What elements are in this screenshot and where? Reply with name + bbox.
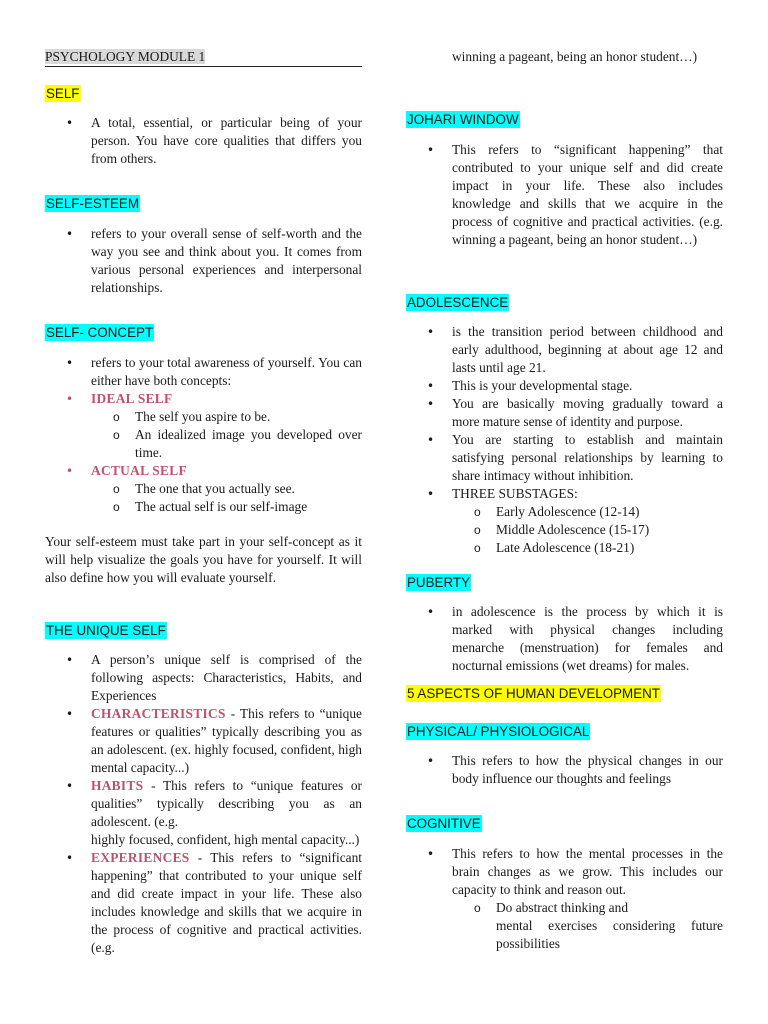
- ideal-self-label: • IDEAL SELF: [45, 390, 362, 408]
- heading-adolescence: ADOLESCENCE: [407, 295, 509, 310]
- characteristics-label: CHARACTERISTICS: [91, 706, 226, 721]
- self-definition: [45, 114, 362, 168]
- physical-block: [406, 752, 723, 788]
- heading-puberty: PUBERTY: [407, 575, 471, 590]
- heading-cognitive: COGNITIVE: [407, 816, 481, 831]
- list-item: • refers to your overall sense of self-worth and the way you see and think about you. It comes from various personal experiences and interpersonal relationships.: [45, 225, 362, 297]
- unique-self-block: [45, 651, 362, 957]
- list-item: o An idealized image you developed over time.: [45, 426, 362, 462]
- list-item: • HABITS - This refers to “unique features or qualities” typically describing you as an adolescent. (e.g.: [45, 777, 362, 831]
- johari-block: [406, 141, 723, 249]
- list-item: o The self you aspire to be.: [45, 408, 362, 426]
- habits-continuation: highly focused, confident, high mental capacity...): [91, 832, 360, 847]
- actual-self-label: • ACTUAL SELF: [45, 462, 362, 480]
- cognitive-block: [406, 845, 723, 953]
- list-item: • A total, essential, or particular being of your person. You have core qualities that differs you from others.: [45, 114, 362, 168]
- list-item: o The actual self is our self-image: [45, 498, 362, 516]
- heading-self-concept: SELF- CONCEPT: [46, 325, 154, 340]
- list-item: • This refers to how the mental processes in the brain changes as we grow. This includes our capacity to think and reason out.: [406, 845, 723, 899]
- heading-physical: PHYSICAL/ PHYSIOLOGICAL: [407, 724, 590, 739]
- experiences-label: EXPERIENCES: [91, 850, 190, 865]
- list-item: o Early Adolescence (12-14): [406, 503, 723, 521]
- self-esteem-definition: [45, 225, 362, 297]
- list-item: • EXPERIENCES - This refers to “significant happening” that contributed to your unique self and did create impact in your life. These also includes knowledge and skills that we acquire in the process of cognitive and practical activities. (e.g.: [45, 849, 362, 957]
- experiences-continuation: winning a pageant, being an honor student…): [452, 49, 698, 64]
- list-item: • refers to your total awareness of yourself. You can either have both concepts:: [45, 354, 362, 390]
- list-item: o The one that you actually see.: [45, 480, 362, 498]
- list-item: o Middle Adolescence (15-17): [406, 521, 723, 539]
- puberty-block: [406, 603, 723, 675]
- habits-label: HABITS: [91, 778, 144, 793]
- heading-unique-self: THE UNIQUE SELF: [46, 623, 166, 638]
- list-item: • A person’s unique self is comprised of the following aspects: Characteristics, Habits, and Experiences: [45, 651, 362, 705]
- self-concept-block: [45, 354, 362, 516]
- heading-johari-window: JOHARI WINDOW: [407, 112, 519, 127]
- list-item: • THREE SUBSTAGES:: [406, 485, 723, 503]
- list-item: • This refers to “significant happening” that contributed to your unique self and did create impact in your life. These also includes knowledge and skills that we acquire in the process of cognitive and practical activities. (e.g. winning a pageant, being an honor student…): [406, 141, 723, 249]
- heading-self: SELF: [46, 86, 80, 101]
- list-item: • CHARACTERISTICS - This refers to “unique features or qualities” typically describing you as an adolescent. (ex. highly focused, confident, high mental capacity...): [45, 705, 362, 777]
- list-item: o Do abstract thinking and: [406, 899, 723, 917]
- list-item: o Late Adolescence (18-21): [406, 539, 723, 557]
- list-item-continuation: mental exercises considering future possibilities: [496, 918, 723, 951]
- heading-self-esteem: SELF-ESTEEM: [46, 196, 140, 211]
- list-item: • is the transition period between childhood and early adulthood, beginning at about age 12 and lasts until age 21.: [406, 323, 723, 377]
- list-item: • You are starting to establish and maintain satisfying personal relationships by learning to share intimacy without inhibition.: [406, 431, 723, 485]
- list-item: • You are basically moving gradually toward a more mature sense of identity and purpose.: [406, 395, 723, 431]
- list-item: • in adolescence is the process by which it is marked with physical changes including menarche (menstruation) for females and nocturnal emissions (wet dreams) for males.: [406, 603, 723, 675]
- adolescence-block: [406, 323, 723, 557]
- module-title: PSYCHOLOGY MODULE 1: [45, 48, 362, 67]
- self-esteem-paragraph: Your self-esteem must take part in your self-concept as it will help visualize the goals you have for yourself. It will also define how you will evaluate yourself.: [45, 534, 362, 585]
- heading-five-aspects: 5 ASPECTS OF HUMAN DEVELOPMENT: [407, 686, 660, 701]
- list-item: • This refers to how the physical changes in our body influence our thoughts and feelings: [406, 752, 723, 788]
- list-item: • This is your developmental stage.: [406, 377, 723, 395]
